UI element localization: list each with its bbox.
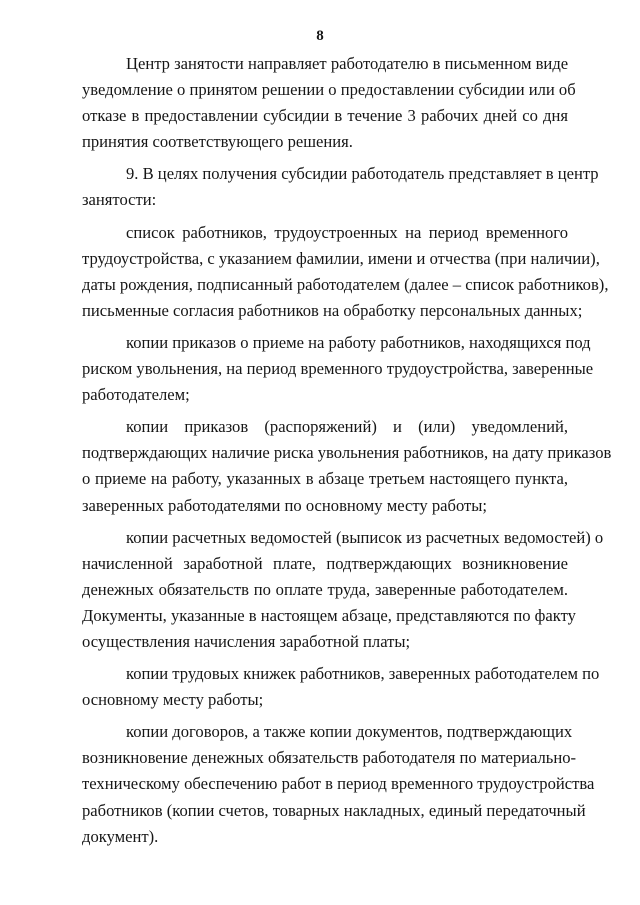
text-line: заверенных работодателями по основному месту работы; xyxy=(82,495,488,515)
text-line: копии трудовых книжек работников, заверенных работодателем по xyxy=(126,664,600,684)
paragraph xyxy=(82,719,595,849)
text-line: осуществления начисления заработной платы; xyxy=(82,631,411,651)
paragraph xyxy=(82,161,599,213)
text-line: трудоустройства, с указанием фамилии, имени и отчества (при наличии), xyxy=(82,248,600,268)
text-line: 9. В целях получения субсидии работодатель представляет в центр xyxy=(126,164,599,184)
text-line: работодателем; xyxy=(82,385,190,405)
text-line: список работников, трудоустроенных на период временного xyxy=(126,222,568,242)
paragraph xyxy=(82,51,576,155)
text-line: принятия соответствующего решения. xyxy=(82,132,353,152)
text-line: начисленной заработной плате, подтверждающих возникновение xyxy=(82,553,568,573)
text-line: уведомление о принятом решении о предоставлении субсидии или об xyxy=(82,80,576,100)
text-line: Документы, указанные в настоящем абзаце, представляются по факту xyxy=(82,605,576,625)
text-line: копии расчетных ведомостей (выписок из расчетных ведомостей) о xyxy=(126,527,604,547)
text-line: занятости: xyxy=(82,190,157,210)
text-line: основному месту работы; xyxy=(82,690,264,710)
page-number: 8 xyxy=(316,28,324,44)
text-line: риском увольнения, на период временного трудоустройства, заверенные xyxy=(82,359,594,379)
text-line: документ). xyxy=(82,826,159,846)
text-line: подтверждающих наличие риска увольнения работников, на дату приказов xyxy=(82,443,612,463)
text-line: копии приказов о приеме на работу работников, находящихся под xyxy=(126,332,591,352)
text-line: письменные согласия работников на обработку персональных данных; xyxy=(82,300,583,320)
text-line: копии договоров, а также копии документов, подтверждающих xyxy=(126,722,573,742)
text-line: работников (копии счетов, товарных накладных, единый передаточный xyxy=(82,800,586,820)
text-line: о приеме на работу, указанных в абзаце третьем настоящего пункта, xyxy=(82,469,568,489)
paragraph xyxy=(82,220,609,324)
paragraph xyxy=(82,330,594,408)
text-line: возникновение денежных обязательств работодателя по материально- xyxy=(82,748,577,768)
paragraph xyxy=(82,525,604,655)
paragraph xyxy=(82,414,612,518)
text-line: копии приказов (распоряжений) и (или) уведомлений, xyxy=(126,417,568,437)
text-line: денежных обязательств по оплате труда, заверенные работодателем. xyxy=(82,579,568,599)
text-line: отказе в предоставлении субсидии в течение 3 рабочих дней со дня xyxy=(82,106,568,126)
text-line: техническому обеспечению работ в период временного трудоустройства xyxy=(82,774,595,794)
text-line: даты рождения, подписанный работодателем (далее – список работников), xyxy=(82,274,609,294)
text-line: Центр занятости направляет работодателю в письменном виде xyxy=(126,54,569,73)
paragraph xyxy=(82,661,600,713)
document-body xyxy=(82,51,612,850)
